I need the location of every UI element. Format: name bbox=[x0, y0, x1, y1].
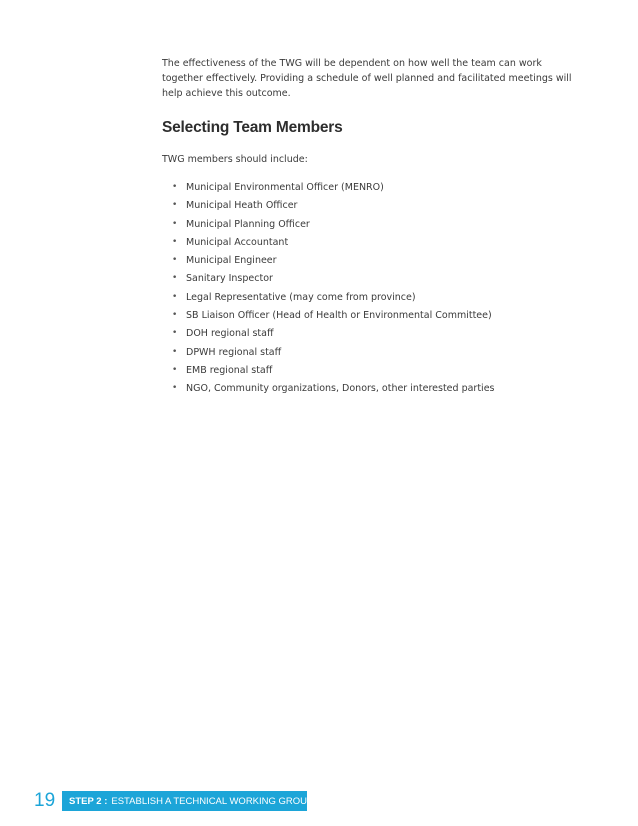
list-item bbox=[172, 290, 495, 308]
step-title: ESTABLISH A TECHNICAL WORKING GROUP bbox=[111, 795, 314, 807]
member-label: DOH regional staff bbox=[186, 328, 274, 340]
list-item bbox=[172, 198, 495, 216]
step-label: STEP 2 : bbox=[69, 795, 108, 807]
bullet-icon: • bbox=[172, 182, 178, 192]
bullet-icon: • bbox=[172, 346, 178, 357]
list-item bbox=[172, 308, 495, 326]
bullet-icon: • bbox=[172, 236, 178, 247]
list-item bbox=[172, 235, 495, 253]
step-banner bbox=[62, 791, 314, 811]
member-label: Sanitary Inspector bbox=[186, 273, 273, 285]
bullet-icon: • bbox=[172, 310, 178, 321]
list-item bbox=[172, 363, 495, 381]
members-lead-text: TWG members should include: bbox=[162, 154, 308, 165]
bullet-icon: • bbox=[172, 218, 178, 229]
list-item bbox=[172, 381, 495, 399]
list-item bbox=[172, 253, 495, 271]
intro-paragraph: The effectiveness of the TWG will be dependent on how well the team can work together effectively. Providing a schedule of well planned and facilitated meetings will help achieve this outcome. bbox=[162, 58, 572, 99]
list-item bbox=[172, 345, 495, 363]
bullet-icon: • bbox=[172, 255, 178, 266]
member-label: DPWH regional staff bbox=[186, 346, 282, 358]
member-label: Municipal Environmental Officer (MENRO) bbox=[186, 182, 384, 193]
bullet-icon: • bbox=[172, 328, 178, 339]
list-item bbox=[172, 180, 495, 198]
bullet-icon: • bbox=[172, 291, 178, 302]
member-label: Municipal Engineer bbox=[186, 255, 277, 267]
member-label: Legal Representative (may come from province) bbox=[186, 291, 416, 303]
list-item bbox=[172, 326, 495, 344]
bullet-icon: • bbox=[172, 383, 178, 394]
bullet-icon: • bbox=[172, 273, 178, 284]
member-label: NGO, Community organizations, Donors, other interested parties bbox=[186, 383, 495, 395]
member-label: Municipal Heath Officer bbox=[186, 200, 298, 212]
member-label: Municipal Planning Officer bbox=[186, 218, 310, 230]
bullet-icon: • bbox=[172, 364, 178, 375]
team-members-list bbox=[172, 180, 495, 400]
page-footer bbox=[0, 789, 638, 813]
list-item bbox=[172, 271, 495, 289]
section-heading: Selecting Team Members bbox=[162, 119, 343, 136]
member-label: SB Liaison Officer (Head of Health or Environmental Committee) bbox=[186, 310, 492, 322]
list-item bbox=[172, 217, 495, 235]
member-label: Municipal Accountant bbox=[186, 236, 289, 248]
page-number: 19 bbox=[34, 790, 56, 811]
member-label: EMB regional staff bbox=[186, 364, 273, 376]
bullet-icon: • bbox=[172, 200, 178, 211]
